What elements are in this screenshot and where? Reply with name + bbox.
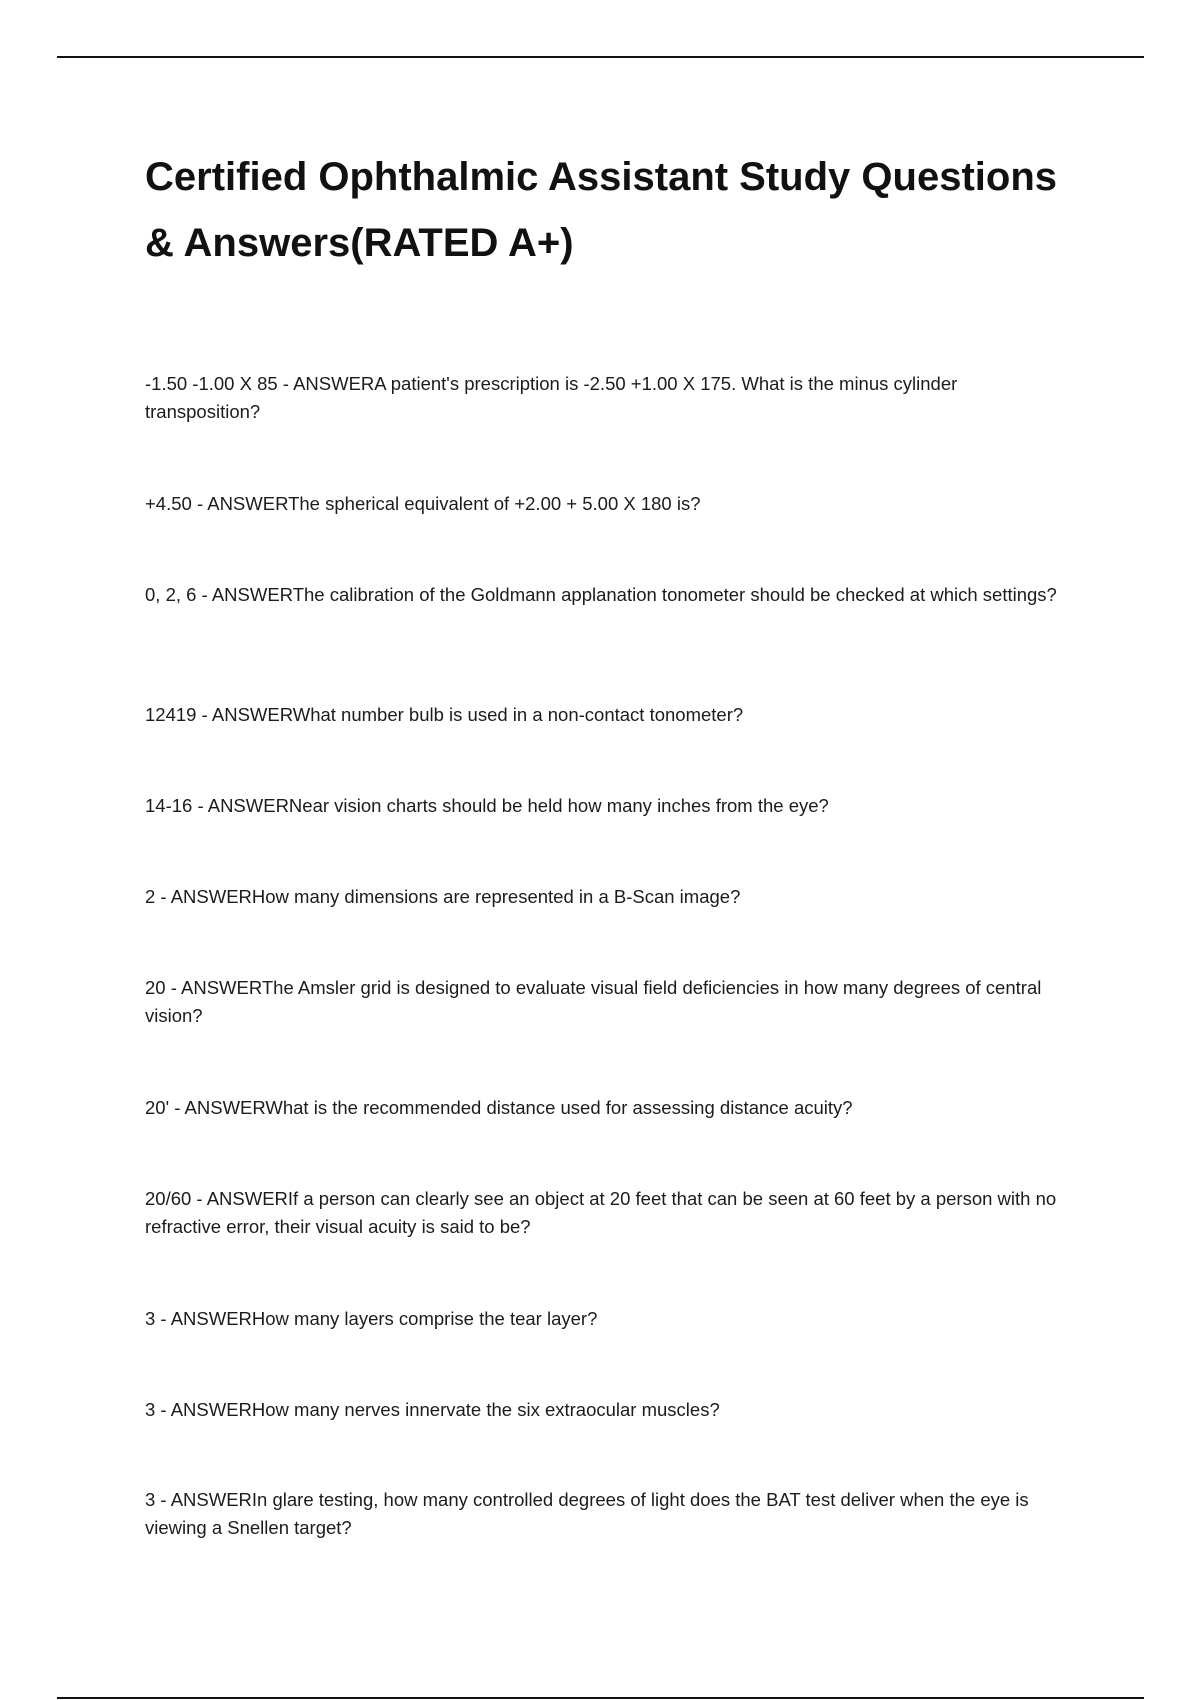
top-divider — [57, 56, 1144, 58]
qa-item-6: 2 - ANSWERHow many dimensions are represented in a B-Scan image? — [145, 886, 741, 907]
qa-item-5: 14-16 - ANSWERNear vision charts should be held how many inches from the eye? — [145, 795, 829, 816]
qa-item-2: +4.50 - ANSWERThe spherical equivalent of +2.00 + 5.00 X 180 is? — [145, 493, 701, 514]
qa-item-10: 3 - ANSWERHow many layers comprise the tear layer? — [145, 1308, 598, 1329]
qa-item-7: 20 - ANSWERThe Amsler grid is designed to evaluate visual field deficiencies in how many degrees of central vision? — [145, 977, 1042, 1026]
qa-item-1: -1.50 -1.00 X 85 - ANSWERA patient's prescription is -2.50 +1.00 X 175. What is the minus cylinder transposition? — [145, 373, 958, 422]
qa-item-4: 12419 - ANSWERWhat number bulb is used in a non-contact tonometer? — [145, 704, 744, 725]
qa-item-8: 20' - ANSWERWhat is the recommended distance used for assessing distance acuity? — [145, 1097, 853, 1118]
bottom-divider — [57, 1697, 1144, 1699]
qa-item-9: 20/60 - ANSWERIf a person can clearly see an object at 20 feet that can be seen at 60 feet by a person with no refractive error, their visual acuity is said to be? — [145, 1188, 1057, 1237]
qa-item-12: 3 - ANSWERIn glare testing, how many controlled degrees of light does the BAT test deliver when the eye is viewing a Snellen target? — [145, 1489, 1029, 1538]
qa-item-11: 3 - ANSWERHow many nerves innervate the six extraocular muscles? — [145, 1399, 720, 1420]
qa-item-3: 0, 2, 6 - ANSWERThe calibration of the Goldmann applanation tonometer should be checked at which settings? — [145, 584, 1057, 605]
page-title: Certified Ophthalmic Assistant Study Questions & Answers(RATED A+) — [145, 155, 1057, 265]
